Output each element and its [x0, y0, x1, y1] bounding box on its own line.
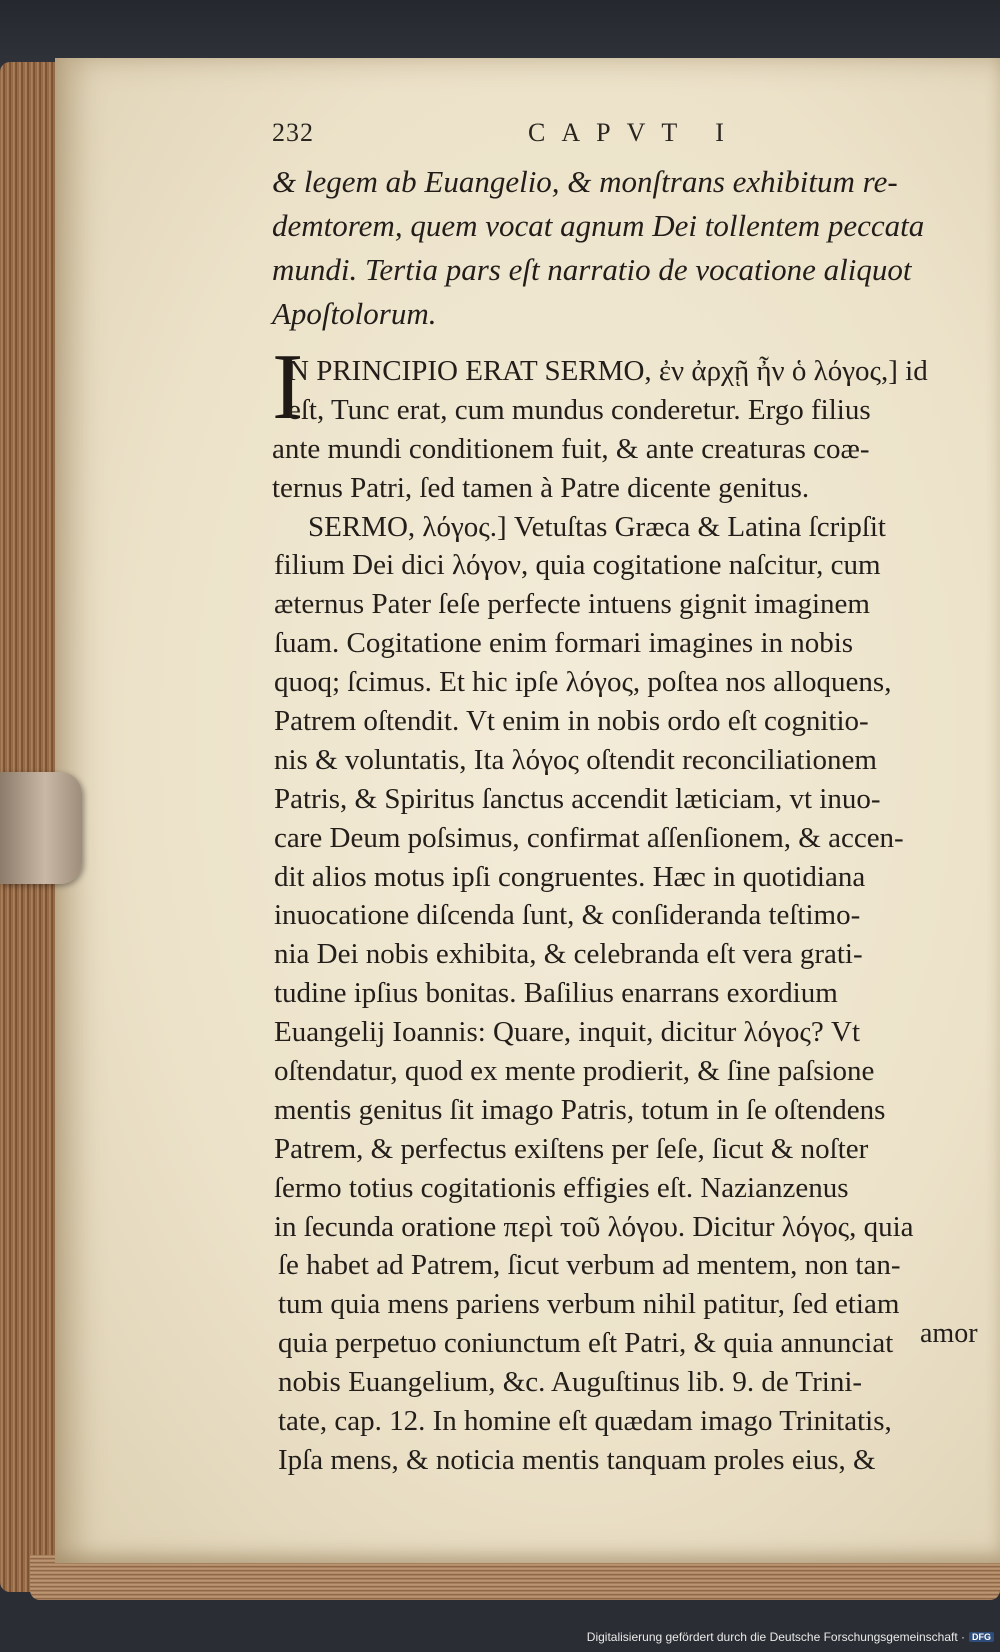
body-text [272, 352, 978, 1480]
body-line: Patris, & Spiritus ſanctus accendit læticiam, vt inuo- [274, 782, 881, 815]
body-line: ſe habet ad Patrem, ſicut verbum ad mentem, non tan- [278, 1249, 901, 1282]
body-line: oſtendatur, quod ex mente prodierit, & ſine paſsione [274, 1055, 875, 1088]
dfg-logo: DFG [969, 1632, 994, 1642]
running-head: CAPVT I [528, 118, 740, 147]
body-line: Euangelij Ioannis: Quare, inquit, dicitur λόγος? Vt [274, 1016, 861, 1049]
body-line: eſt, Tunc erat, cum mundus conderetur. Ergo filius [288, 393, 871, 426]
summary-line: Apoſtolorum. [272, 296, 437, 331]
credit-text: Digitalisierung gefördert durch die Deutsche Forschungsgemeinschaft · [586, 1630, 965, 1644]
body-line: æternus Pater ſeſe perfecte intuens gignit imaginem [274, 588, 870, 621]
body-line: ante mundi conditionem fuit, & ante creaturas coæ- [272, 432, 870, 465]
body-line: nis & voluntatis, Ita λόγος oſtendit reconciliationem [274, 743, 877, 776]
body-line: Patrem, & perfectus exiſtens per ſeſe, ſicut & noſter [274, 1132, 869, 1165]
body-line: quoq; ſcimus. Et hic ipſe λόγος, poſtea nos alloquens, [274, 666, 892, 699]
page-clip [0, 772, 82, 884]
page-header [272, 118, 972, 158]
body-line: mentis genitus ſit imago Patris, totum in ſe oſtendens [274, 1093, 886, 1126]
body-line: tum quia mens pariens verbum nihil patitur, ſed etiam [278, 1288, 900, 1321]
body-line: dit alios motus ipſi congruentes. Hæc in quotidiana [274, 860, 866, 893]
body-line: tate, cap. 12. In homine eſt quædam imago Trinitatis, [278, 1405, 892, 1438]
digitization-credit [587, 1630, 994, 1644]
body-line: in ſecunda oratione περὶ τοῦ λόγου. Dicitur λόγος, quia [274, 1210, 914, 1243]
catchword: amor [920, 1318, 978, 1349]
body-line: care Deum poſsimus, confirmat aſſenſionem, & accen- [274, 821, 904, 854]
body-line: N PRINCIPIO ERAT SERMO, ἐν ἀρχῇ ἦν ὁ λόγος,] id [288, 355, 928, 387]
body-line: tudine ipſius bonitas. Baſilius enarrans exordium [274, 977, 838, 1010]
summary-line: demtorem, quem vocat agnum Dei tollentem peccata [272, 208, 925, 243]
body-line: nobis Euangelium, &c. Auguſtinus lib. 9. de Trini- [278, 1366, 863, 1399]
drop-cap: I [272, 335, 304, 439]
body-line: nia Dei nobis exhibita, & celebranda eſt vera grati- [274, 938, 863, 971]
page-number: 232 [272, 118, 314, 147]
summary-line: & legem ab Euangelio, & monſtrans exhibitum re- [272, 164, 898, 199]
body-line: Patrem oſtendit. Vt enim in nobis ordo eſt cognitio- [274, 705, 869, 738]
body-line: ſermo totius cogitationis effigies eſt. Nazianzenus [274, 1171, 849, 1204]
body-line: filium Dei dici λόγον, quia cogitatione naſcitur, cum [274, 549, 881, 582]
body-line: SERMO, λόγος.] Vetuſtas Græca & Latina ſcripſit [308, 510, 886, 543]
body-line: ſuam. Cogitatione enim formari imagines in nobis [274, 627, 854, 660]
body-line: Ipſa mens, & noticia mentis tanquam proles eius, & [278, 1443, 876, 1476]
chapter-summary [272, 160, 977, 336]
summary-line: mundi. Tertia pars eſt narratio de vocatione aliquot [272, 252, 912, 287]
body-line: inuocatione diſcenda ſunt, & conſideranda teſtimo- [274, 899, 861, 932]
body-line: quia perpetuo coniunctum eſt Patri, & quia annunciat [278, 1327, 894, 1360]
body-line: ternus Patri, ſed tamen à Patre dicente genitus. [272, 471, 810, 504]
